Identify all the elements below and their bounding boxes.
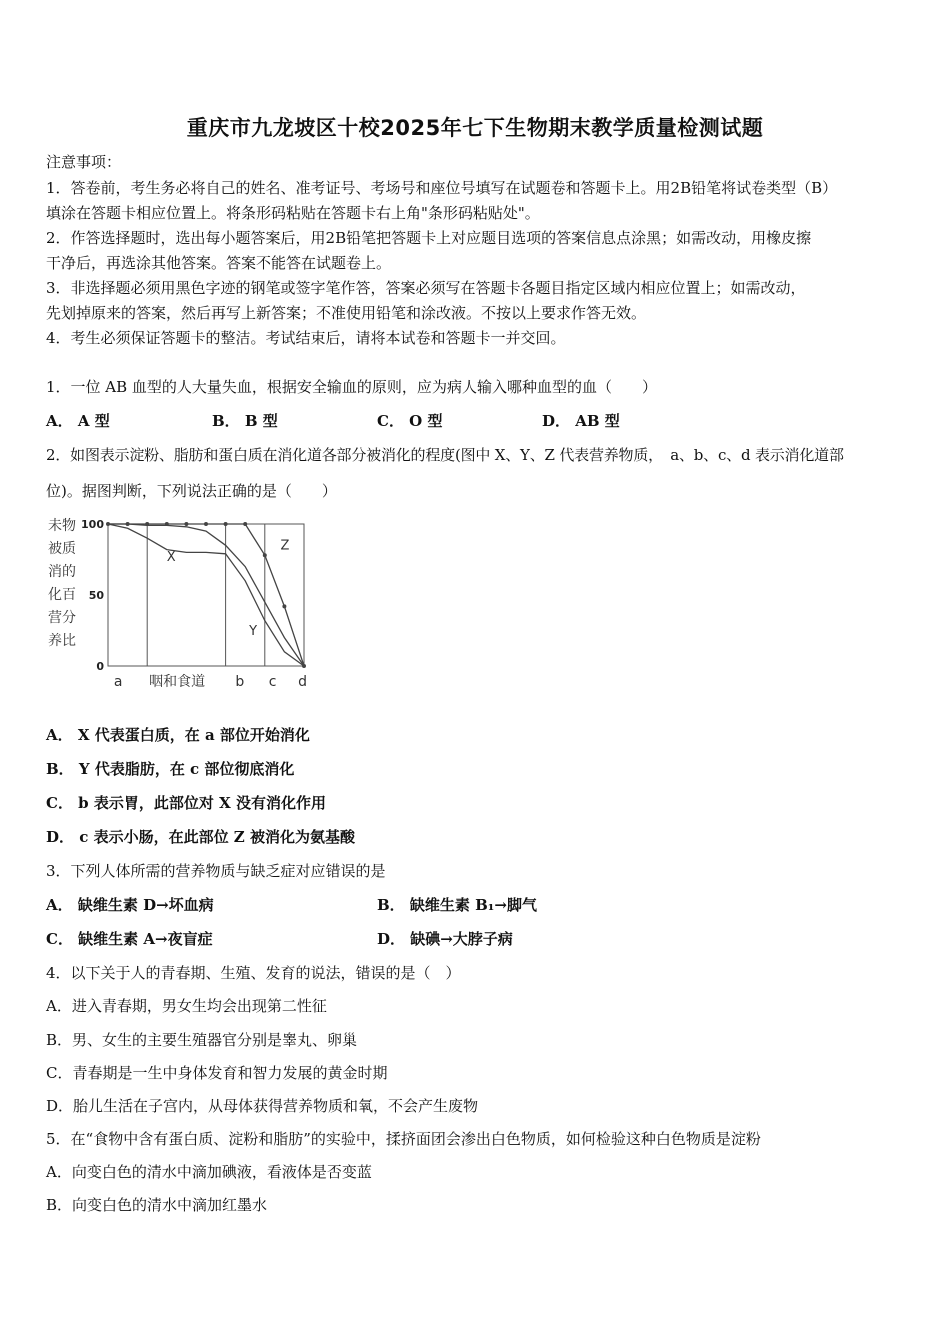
series-point-z <box>126 522 130 526</box>
region-label: d <box>298 674 308 690</box>
series-point-z <box>106 522 110 526</box>
notice-line: 2．作答选择题时，选出每小题答案后，用2B铅笔把答题卡上对应题目选项的答案信息点涂黑；如需改动，用橡皮擦 <box>46 229 812 247</box>
plot-frame <box>108 524 304 666</box>
digestion-chart <box>46 512 316 696</box>
q4-stem: 4．以下关于人的青春期、生殖、发育的说法，错误的是（ ） <box>46 964 461 982</box>
curve-label-y: Y <box>249 623 258 639</box>
series-point-z <box>224 522 228 526</box>
q2-stem: 位)。据图判断，下列说法正确的是（ ） <box>46 482 337 500</box>
chart-frame <box>108 524 304 666</box>
q2-option-b[interactable]: B． Y 代表脂肪，在 c 部位彻底消化 <box>46 760 295 778</box>
y-label-line: 消的 <box>48 564 76 580</box>
q1-option-a[interactable]: A． A 型 <box>46 412 110 430</box>
series-point-z <box>184 522 188 526</box>
region-label: 咽和食道 <box>149 674 206 690</box>
curve-label-z: Z <box>280 538 290 554</box>
q5-option-a[interactable]: A．向变白色的清水中滴加碘液，看液体是否变蓝 <box>46 1163 372 1181</box>
q4-option-a[interactable]: A．进入青春期，男女生均会出现第二性征 <box>46 997 327 1015</box>
q1-option-c[interactable]: C． O 型 <box>377 412 443 430</box>
q2-option-a[interactable]: A． X 代表蛋白质，在 a 部位开始消化 <box>46 726 310 744</box>
q2-option-c[interactable]: C． b 表示胃，此部位对 X 没有消化作用 <box>46 794 326 812</box>
series-point-z <box>243 522 247 526</box>
x-axis-regions <box>114 674 307 690</box>
q2-stem: 2．如图表示淀粉、脂肪和蛋白质在消化道各部分被消化的程度(图中 X、Y、Z 代表营养物质， a、b、c、d 表示消化道部 <box>46 446 844 464</box>
series-point-z <box>263 553 267 557</box>
q1-option-b[interactable]: B． B 型 <box>212 412 278 430</box>
q5-option-b[interactable]: B．向变白色的清水中滴加红墨水 <box>46 1196 268 1214</box>
q3-option-a[interactable]: A． 缺维生素 D→坏血病 <box>46 896 214 914</box>
y-ticks <box>81 518 104 673</box>
q1-stem: 1．一位 AB 血型的人大量失血，根据安全输血的原则，应为病人输入哪种血型的血（ ） <box>46 378 657 396</box>
region-label: b <box>235 674 245 690</box>
q1-option-d[interactable]: D． AB 型 <box>542 412 620 430</box>
q3-option-d[interactable]: D． 缺碘→大脖子病 <box>377 930 513 948</box>
q2-option-d[interactable]: D． c 表示小肠，在此部位 Z 被消化为氨基酸 <box>46 828 355 846</box>
series-line-x <box>108 524 304 666</box>
q4-option-d[interactable]: D．胎儿生活在子宫内，从母体获得营养物质和氧，不会产生废物 <box>46 1097 479 1115</box>
y-label-line: 养比 <box>48 633 76 649</box>
region-label: a <box>113 674 123 690</box>
q3-option-c[interactable]: C． 缺维生素 A→夜盲症 <box>46 930 213 948</box>
notice-line: 3．非选择题必须用黑色字迹的钢笔或签字笔作答，答案必须写在答题卡各题目指定区域内相应位置上；如需改动， <box>46 279 806 297</box>
notice-line: 4．考生必须保证答题卡的整洁。考试结束后，请将本试卷和答题卡一并交回。 <box>46 329 566 347</box>
y-tick-label: 50 <box>88 589 104 602</box>
y-tick-label: 0 <box>96 660 104 673</box>
q4-option-c[interactable]: C．青春期是一生中身体发育和智力发展的黄金时期 <box>46 1064 388 1082</box>
y-axis-label <box>48 517 76 649</box>
q3-stem: 3．下列人体所需的营养物质与缺乏症对应错误的是 <box>46 862 386 880</box>
series-point-z <box>302 664 306 668</box>
series-point-z <box>145 522 149 526</box>
region-label: c <box>268 674 277 690</box>
series-line-y <box>108 524 304 666</box>
page-title: 重庆市九龙坡区十校2025年七下生物期末教学质量检测试题 <box>186 116 764 140</box>
chart-series <box>106 522 306 668</box>
q3-option-b[interactable]: B． 缺维生素 B₁→脚气 <box>377 896 537 914</box>
y-label-line: 化百 <box>48 587 76 603</box>
series-point-z <box>204 522 208 526</box>
notice-line: 先划掉原来的答案，然后再写上新答案；不准使用铅笔和涂改液。不按以上要求作答无效。 <box>46 304 647 322</box>
y-label-line: 被质 <box>48 541 76 557</box>
notice-line: 干净后，再选涂其他答案。答案不能答在试题卷上。 <box>46 254 392 272</box>
notice-line: 1．答卷前，考生务必将自己的姓名、准考证号、考场号和座位号填写在试题卷和答题卡上。用2B铅笔将试卷类型（B） <box>46 179 838 197</box>
series-point-z <box>282 604 286 608</box>
q4-option-b[interactable]: B．男、女生的主要生殖器官分别是睾丸、卵巢 <box>46 1031 358 1049</box>
notice-heading: 注意事项： <box>46 153 122 171</box>
series-line-z <box>108 524 304 666</box>
y-label-line: 未物 <box>48 518 76 534</box>
y-tick-label: 100 <box>81 518 104 531</box>
q5-stem: 5．在“食物中含有蛋白质、淀粉和脂肪”的实验中，揉挤面团会渗出白色物质，如何检验这种白色物质是淀粉 <box>46 1130 761 1148</box>
curve-label-x: X <box>166 549 176 565</box>
series-point-z <box>165 522 169 526</box>
notice-line: 填涂在答题卡相应位置上。将条形码粘贴在答题卡右上角"条形码粘贴处"。 <box>46 204 540 222</box>
y-label-line: 营分 <box>48 610 76 626</box>
